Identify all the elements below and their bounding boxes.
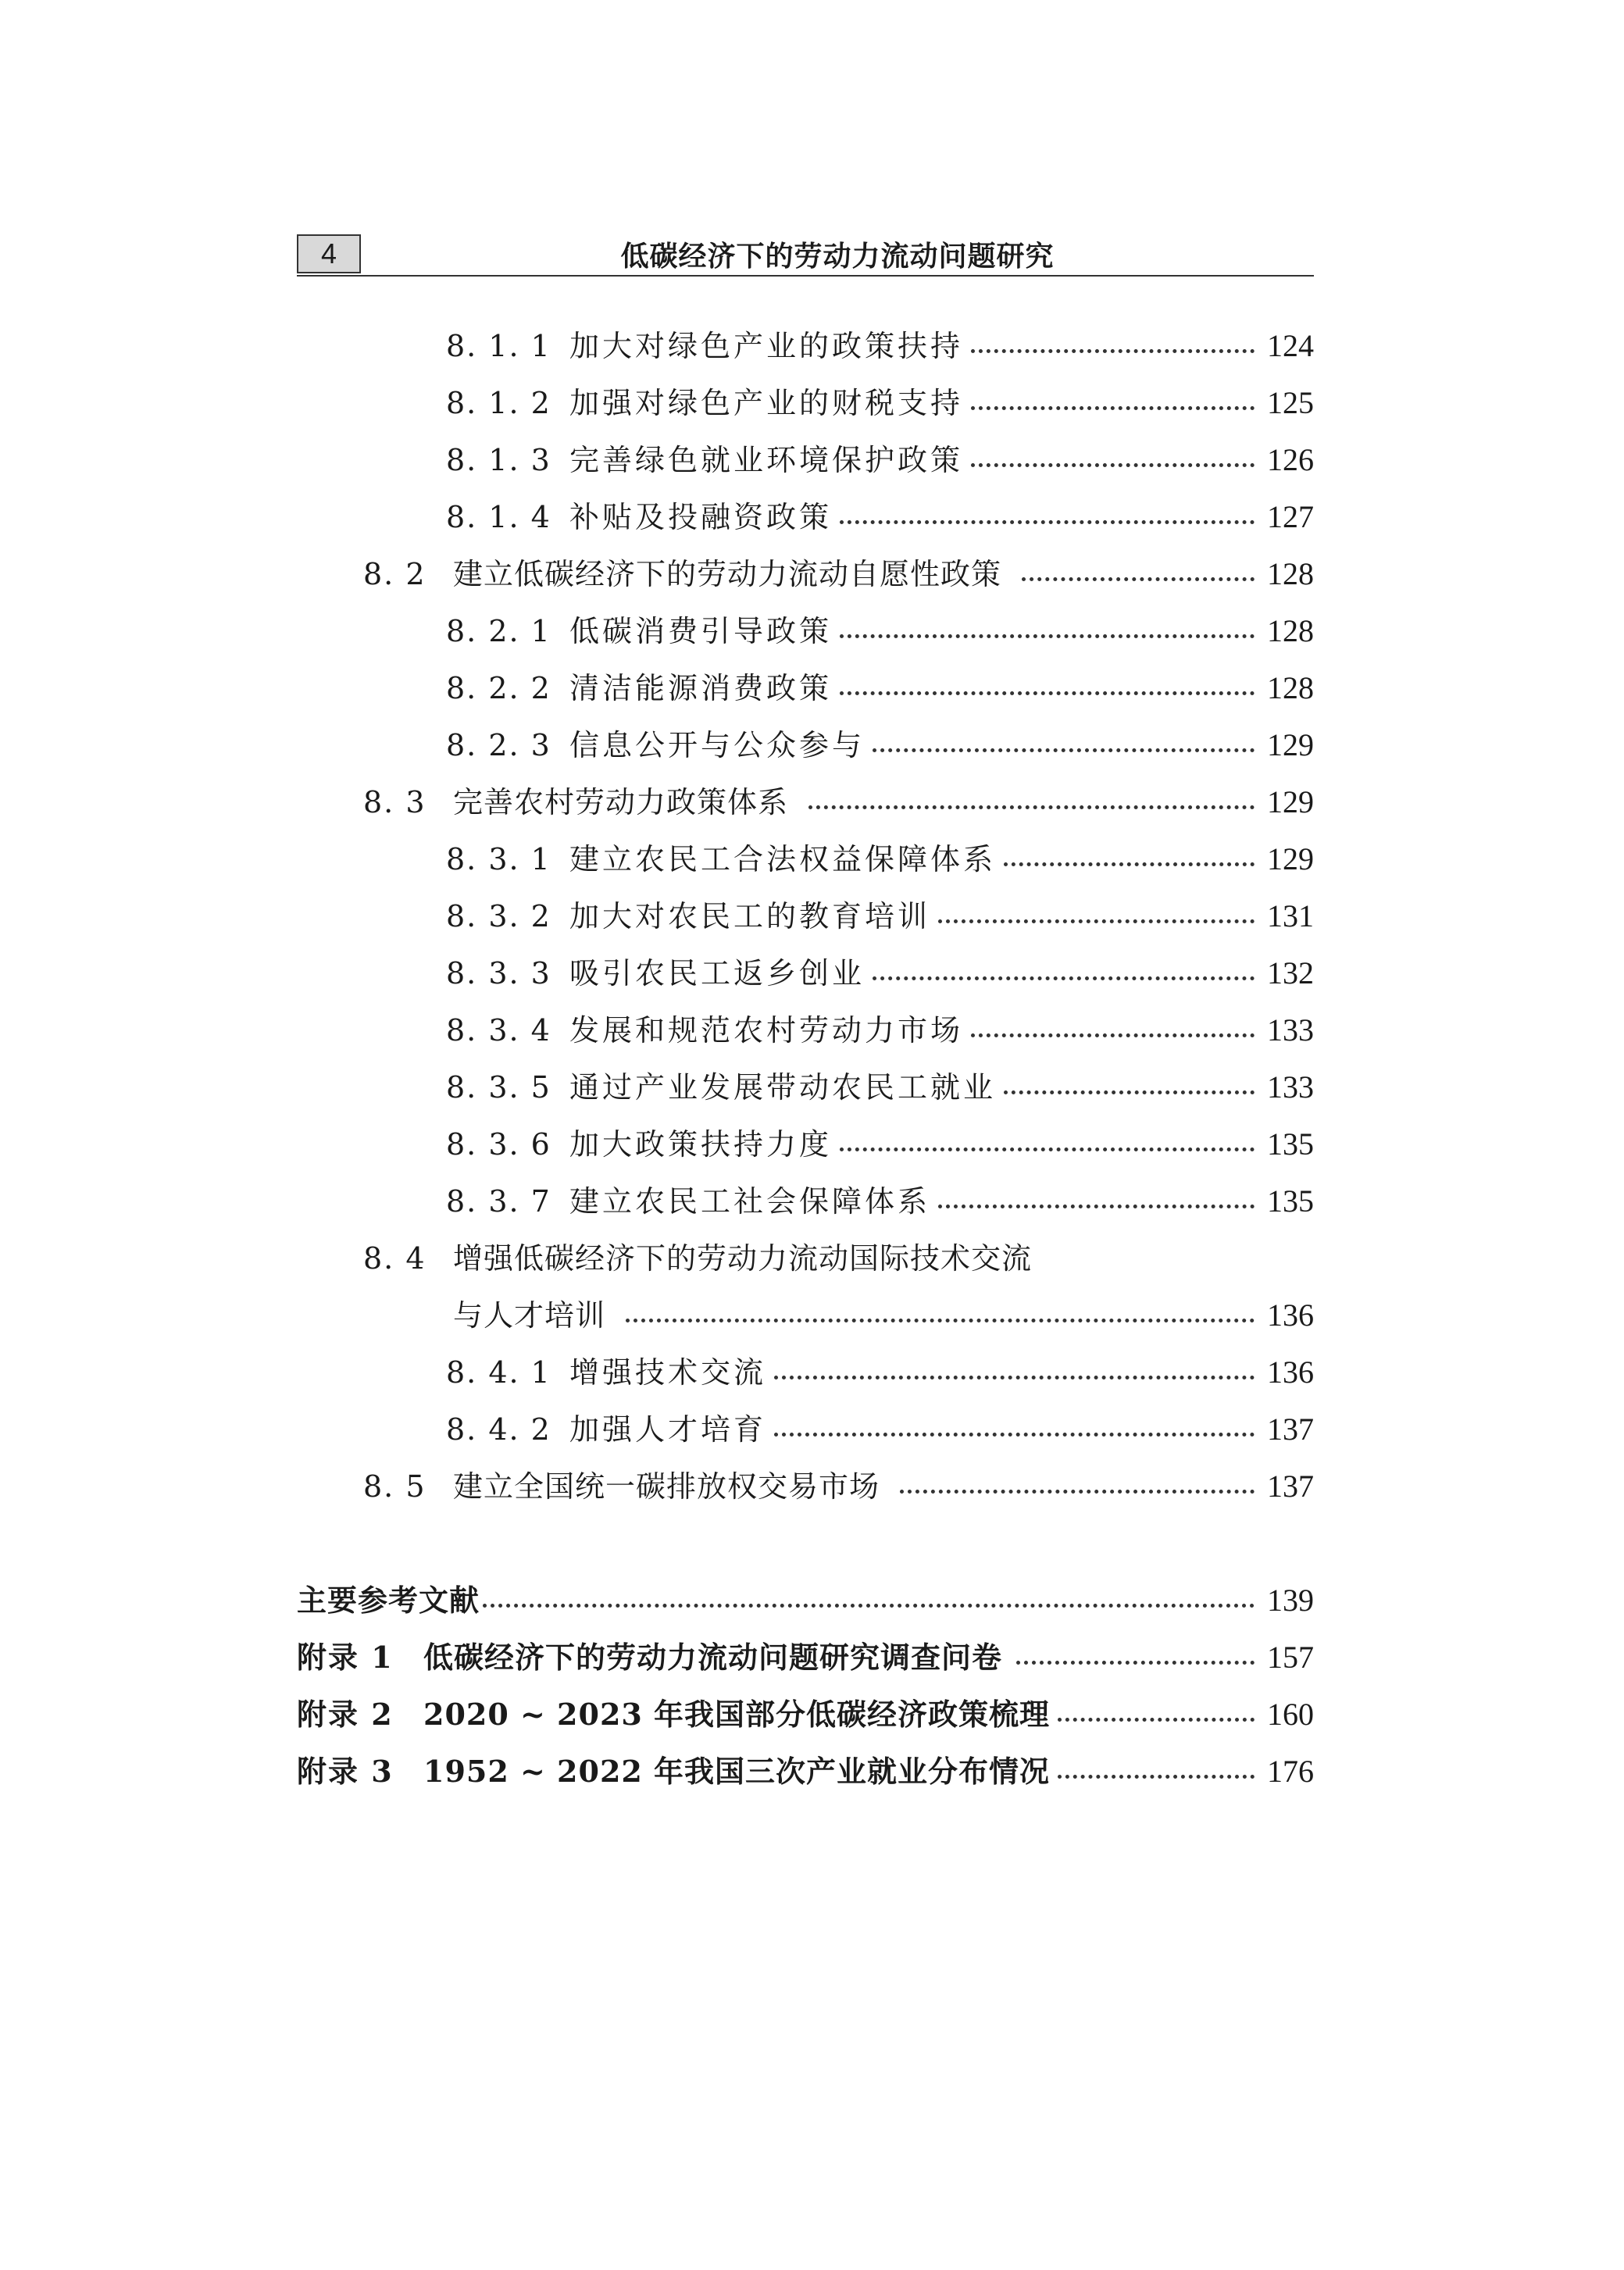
toc-entry-number: 8. 5 — [363, 1469, 427, 1504]
toc-entry-appendix-2[interactable] — [297, 1691, 1314, 1738]
toc-entry-title: 2020 ~ 2023 年我国部分低碳经济政策梳理 — [423, 1697, 1051, 1732]
toc-entry-page: 136 — [1267, 1297, 1314, 1333]
toc-entry-number: 8. 1. 3 — [446, 443, 551, 477]
page-number-box — [297, 234, 361, 273]
toc-entry-title: 建立农民工合法权益保障体系 — [569, 842, 997, 876]
toc-entry-title: 信息公开与公众参与 — [569, 728, 866, 762]
toc-entry-title: 加大对绿色产业的政策扶持 — [569, 329, 964, 363]
toc-entry-page: 135 — [1267, 1126, 1314, 1162]
toc-entry-page: 132 — [1267, 955, 1314, 990]
toc-entry-number: 8. 1. 2 — [446, 386, 551, 420]
dot-leader — [808, 805, 1255, 809]
toc-entry-8-3-1[interactable] — [446, 836, 1314, 883]
dot-leader — [483, 1604, 1255, 1608]
toc-entry-title: 与人才培训 — [453, 1298, 606, 1333]
dot-leader — [1016, 1661, 1255, 1665]
toc-entry-page: 124 — [1267, 328, 1314, 363]
dot-leader — [840, 634, 1255, 638]
dot-leader — [1022, 577, 1255, 581]
dot-leader — [1058, 1775, 1255, 1779]
toc-entry-title: 加强人才培育 — [569, 1412, 767, 1447]
toc-entry-title: 低碳经济下的劳动力流动问题研究调查问卷 — [423, 1640, 1003, 1675]
toc-entry-page: 133 — [1267, 1069, 1314, 1105]
toc-entry-8-1-2[interactable] — [446, 380, 1314, 427]
toc-entry-8-3-4[interactable] — [446, 1007, 1314, 1054]
dot-leader — [900, 1490, 1255, 1494]
toc-entry-8-3-3[interactable] — [446, 950, 1314, 997]
toc-entry-page: 131 — [1267, 898, 1314, 933]
toc-entry-8-5[interactable] — [363, 1463, 1314, 1510]
dot-leader — [1004, 1090, 1255, 1094]
toc-entry-title: 发展和规范农村劳动力市场 — [569, 1013, 964, 1048]
toc-entry-page: 137 — [1267, 1412, 1314, 1447]
dot-leader — [971, 406, 1255, 410]
toc-entry-number: 附录 1 — [297, 1640, 394, 1675]
toc-entry-page: 129 — [1267, 727, 1314, 762]
toc-entry-number: 8. 3. 4 — [446, 1013, 551, 1048]
toc-entry-page: 136 — [1267, 1355, 1314, 1390]
toc-entry-8-4-2[interactable] — [446, 1406, 1314, 1453]
toc-entry-8-3-2[interactable] — [446, 893, 1314, 940]
toc-entry-number: 8. 1. 4 — [446, 500, 551, 534]
toc-entry-number: 8. 3. 7 — [446, 1184, 551, 1219]
toc-entry-appendix-1[interactable] — [297, 1634, 1314, 1681]
dot-leader — [938, 1205, 1255, 1208]
dot-leader — [840, 520, 1255, 524]
toc-entry-number: 8. 3. 3 — [446, 956, 551, 990]
toc-entry-title: 完善绿色就业环境保护政策 — [569, 443, 964, 477]
toc-entry-8-1-1[interactable] — [446, 323, 1314, 369]
toc-entry-appendix-3[interactable] — [297, 1748, 1314, 1795]
toc-entry-title: 加强对绿色产业的财税支持 — [569, 386, 964, 420]
dot-leader — [840, 1147, 1255, 1151]
toc-entry-page: 128 — [1267, 613, 1314, 648]
dot-leader — [971, 1033, 1255, 1037]
toc-entry-page: 133 — [1267, 1012, 1314, 1048]
running-header — [297, 234, 1314, 278]
dot-leader — [1004, 862, 1255, 866]
toc-entry-8-3-7[interactable] — [446, 1178, 1314, 1225]
toc-entry-8-2-1[interactable] — [446, 608, 1314, 655]
toc-entry-8-2[interactable] — [363, 551, 1314, 598]
toc-entry-title: 补贴及投融资政策 — [569, 500, 833, 534]
toc-entry-title: 建立低碳经济下的劳动力流动自愿性政策 — [453, 557, 1002, 591]
toc-entry-number: 8. 4 — [363, 1241, 427, 1276]
toc-entry-number: 8. 3. 5 — [446, 1070, 551, 1105]
toc-entry-8-1-4[interactable] — [446, 494, 1314, 541]
toc-entry-number: 8. 4. 2 — [446, 1412, 551, 1447]
toc-entry-title: 清洁能源消费政策 — [569, 671, 833, 705]
dot-leader — [1058, 1718, 1255, 1722]
toc-entry-number: 8. 2 — [363, 557, 427, 591]
toc-entry-title: 加大对农民工的教育培训 — [569, 899, 931, 933]
toc-entry-8-4-1[interactable] — [446, 1349, 1314, 1396]
toc-entry-page: 125 — [1267, 385, 1314, 420]
toc-entry-title: 增强低碳经济下的劳动力流动国际技术交流 — [453, 1241, 1033, 1276]
toc-entry-title: 加大政策扶持力度 — [569, 1127, 833, 1162]
toc-entry-title: 主要参考文献 — [297, 1583, 480, 1618]
dot-leader — [626, 1319, 1255, 1322]
toc-entry-page: 160 — [1267, 1697, 1314, 1732]
dot-leader — [873, 976, 1255, 980]
toc-entry-title: 增强技术交流 — [569, 1355, 767, 1390]
toc-entry-page: 127 — [1267, 499, 1314, 534]
toc-entry-number: 8. 3 — [363, 785, 427, 819]
toc-entry-title: 吸引农民工返乡创业 — [569, 956, 866, 990]
toc-entry-page: 137 — [1267, 1469, 1314, 1504]
toc-entry-page: 135 — [1267, 1183, 1314, 1219]
toc-entry-page: 157 — [1267, 1640, 1314, 1675]
toc-entry-8-3[interactable] — [363, 779, 1314, 826]
dot-leader — [971, 463, 1255, 467]
toc-entry-number: 8. 3. 6 — [446, 1127, 551, 1162]
dot-leader — [873, 748, 1255, 752]
toc-entry-references[interactable] — [297, 1577, 1314, 1624]
toc-entry-title: 建立农民工社会保障体系 — [569, 1184, 931, 1219]
toc-entry-number: 8. 4. 1 — [446, 1355, 551, 1390]
dot-leader — [774, 1376, 1255, 1379]
toc-entry-page: 126 — [1267, 442, 1314, 477]
toc-entry-title: 建立全国统一碳排放权交易市场 — [453, 1469, 880, 1504]
toc-entry-number: 8. 2. 2 — [446, 671, 551, 705]
toc-entry-number: 8. 1. 1 — [446, 329, 551, 363]
toc-entry-number: 8. 2. 3 — [446, 728, 551, 762]
toc-entry-8-2-2[interactable] — [446, 665, 1314, 712]
dot-leader — [774, 1433, 1255, 1437]
toc-entry-page: 128 — [1267, 556, 1314, 591]
header-rule — [297, 275, 1314, 277]
toc-entry-title: 1952 ~ 2022 年我国三次产业就业分布情况 — [423, 1754, 1051, 1789]
toc-entry-8-3-6[interactable] — [446, 1121, 1314, 1168]
toc-entry-8-2-3[interactable] — [446, 722, 1314, 769]
dot-leader — [938, 919, 1255, 923]
toc-entry-number: 附录 2 — [297, 1697, 394, 1732]
toc-entry-8-4-continued[interactable] — [363, 1292, 1314, 1339]
toc-entry-8-1-3[interactable] — [446, 437, 1314, 484]
dot-leader — [971, 349, 1255, 353]
toc-entry-8-4[interactable] — [363, 1235, 1314, 1282]
toc-entry-page: 176 — [1267, 1754, 1314, 1789]
toc-entry-title: 低碳消费引导政策 — [569, 614, 833, 648]
toc-entry-number: 8. 3. 1 — [446, 842, 551, 876]
toc-entry-title: 通过产业发展带动农民工就业 — [569, 1070, 997, 1105]
toc-entry-title: 完善农村劳动力政策体系 — [453, 785, 789, 819]
toc-entry-page: 128 — [1267, 670, 1314, 705]
dot-leader — [840, 691, 1255, 695]
toc-entry-page: 129 — [1267, 784, 1314, 819]
book-title: 低碳经济下的劳动力流动问题研究 — [620, 240, 1055, 273]
toc-entry-number: 8. 2. 1 — [446, 614, 551, 648]
toc-entry-8-3-5[interactable] — [446, 1064, 1314, 1111]
toc-entry-number: 8. 3. 2 — [446, 899, 551, 933]
toc-entry-page: 129 — [1267, 841, 1314, 876]
toc-entry-page: 139 — [1267, 1583, 1314, 1618]
toc-entry-number: 附录 3 — [297, 1754, 394, 1789]
page-number: 4 — [320, 237, 337, 269]
